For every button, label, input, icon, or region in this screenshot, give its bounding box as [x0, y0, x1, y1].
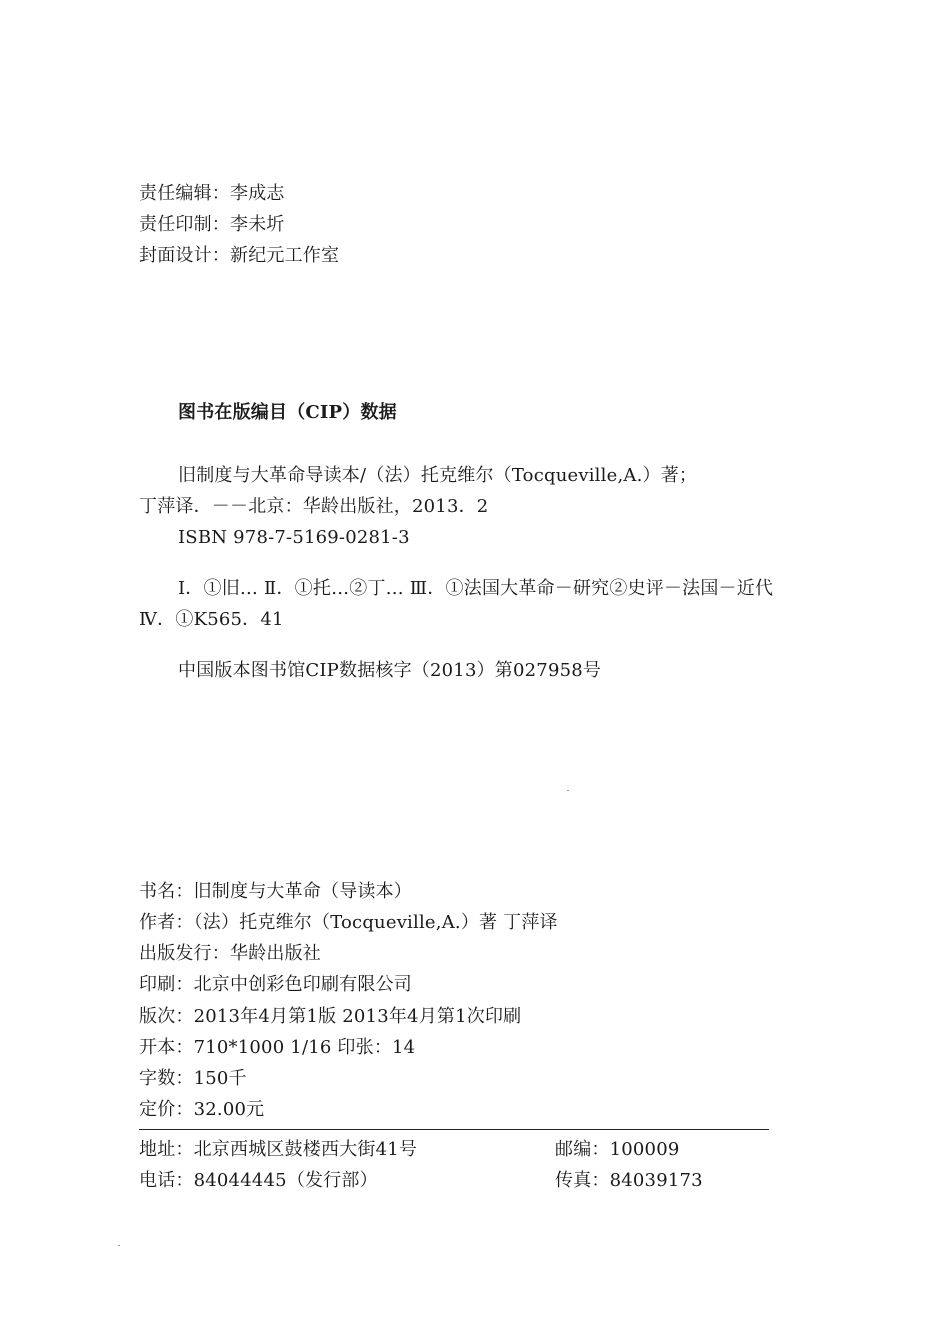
book-author: 作者：（法）托克维尔（Tocqueville,A.）著 丁萍译 — [139, 912, 558, 933]
scan-speck — [118, 1245, 120, 1246]
cip-entry-line-1: 旧制度与大革命导读本/（法）托克维尔（Tocqueville,A.）著； — [178, 465, 698, 486]
publisher-phone: 电话：84044445（发行部） — [139, 1170, 378, 1191]
publisher-address: 地址：北京西城区鼓楼西大街41号 — [139, 1139, 418, 1160]
cip-subjects-line-1: Ⅰ．①旧… Ⅱ．①托…②丁… Ⅲ．①法国大革命－研究②史评－法国－近代 — [178, 578, 774, 599]
cip-isbn: ISBN 978-7-5169-0281-3 — [178, 527, 410, 548]
cip-subjects-line-2: Ⅳ．①K565．41 — [139, 609, 284, 630]
scan-speck — [567, 790, 569, 791]
cover-design-credit: 封面设计：新纪元工作室 — [139, 245, 340, 266]
cip-entry-line-2: 丁萍译．－－北京：华龄出版社，2013．2 — [139, 496, 489, 517]
book-format: 开本：710*1000 1/16 印张：14 — [139, 1037, 416, 1058]
cip-heading: 图书在版编目（CIP）数据 — [178, 402, 397, 423]
publisher-fax: 传真：84039173 — [555, 1170, 703, 1191]
printing-supervisor-credit: 责任印制：李未圻 — [139, 214, 285, 235]
book-title: 书名：旧制度与大革命（导读本） — [139, 881, 412, 902]
book-publisher: 出版发行：华龄出版社 — [139, 943, 321, 964]
editor-credit: 责任编辑：李成志 — [139, 183, 285, 204]
contact-divider — [139, 1129, 769, 1130]
book-edition: 版次：2013年4月第1版 2013年4月第1次印刷 — [139, 1006, 522, 1027]
book-word-count: 字数：150千 — [139, 1068, 247, 1089]
cip-record-number: 中国版本图书馆CIP数据核字（2013）第027958号 — [178, 660, 602, 681]
book-printer: 印刷：北京中创彩色印刷有限公司 — [139, 974, 412, 995]
publisher-postcode: 邮编：100009 — [555, 1139, 680, 1160]
book-price: 定价：32.00元 — [139, 1099, 265, 1120]
